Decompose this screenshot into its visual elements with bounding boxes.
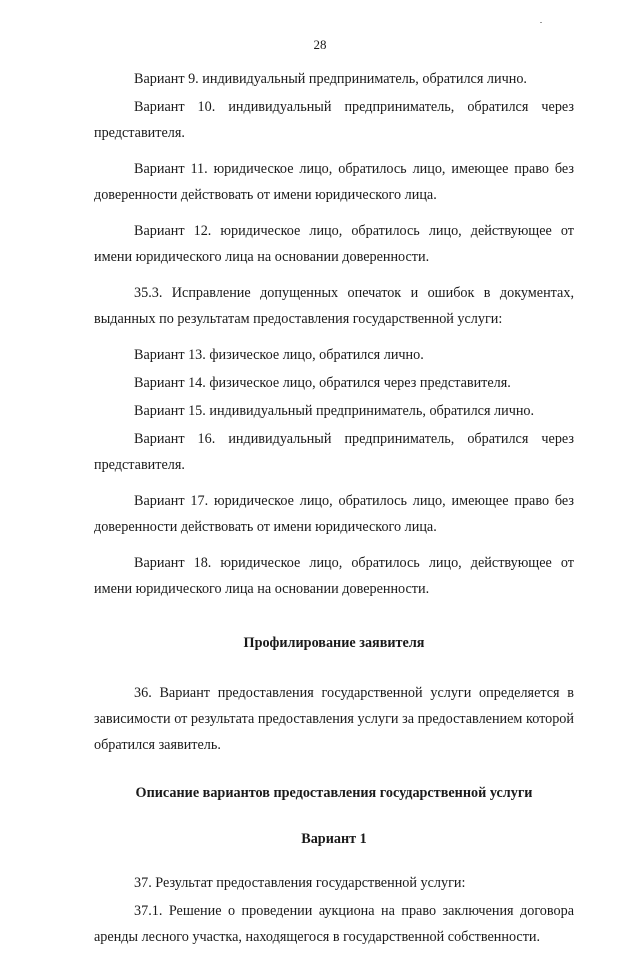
section-37-paragraph: 37. Результат предоставления государственной услуги: [134, 875, 466, 891]
variant-14-paragraph: Вариант 14. физическое лицо, обратился через представителя. [134, 375, 511, 391]
section-36-paragraph: 36. Вариант предоставления государственной услуги определяется в зависимости от результата предоставления услуги за предоставлением которой обратился заявитель. [94, 685, 574, 753]
variant-11-paragraph: Вариант 11. юридическое лицо, обратилось лицо, имеющее право без доверенности действовать от имени юридического лица. [94, 161, 574, 203]
variant-12-paragraph: Вариант 12. юридическое лицо, обратилось лицо, действующее от имени юридического лица на основании доверенности. [94, 223, 574, 265]
section-35-3-paragraph: 35.3. Исправление допущенных опечаток и ошибок в документах, выданных по результатам предоставления государственной услуги: [94, 285, 574, 327]
variant-17-paragraph: Вариант 17. юридическое лицо, обратилось лицо, имеющее право без доверенности действовать от имени юридического лица. [94, 493, 574, 535]
variant-18-paragraph: Вариант 18. юридическое лицо, обратилось лицо, действующее от имени юридического лица на основании доверенности. [94, 555, 574, 597]
scan-mark [540, 22, 542, 23]
variant-10-paragraph: Вариант 10. индивидуальный предприниматель, обратился через представителя. [94, 99, 574, 141]
variant-9-paragraph: Вариант 9. индивидуальный предприниматель, обратился лично. [134, 71, 527, 87]
section-37-1-paragraph: 37.1. Решение о проведении аукциона на право заключения договора аренды лесного участка, находящегося в государственной собственности. [94, 903, 574, 945]
variants-description-heading: Описание вариантов предоставления государственной услуги [135, 785, 533, 801]
profiling-heading: Профилирование заявителя [243, 635, 425, 651]
variant-13-paragraph: Вариант 13. физическое лицо, обратился лично. [134, 347, 424, 363]
variant-15-paragraph: Вариант 15. индивидуальный предприниматель, обратился лично. [134, 403, 535, 419]
variant-16-paragraph: Вариант 16. индивидуальный предприниматель, обратился через представителя. [94, 431, 574, 473]
variant-1-heading: Вариант 1 [301, 831, 367, 847]
document-body [94, 66, 574, 960]
page-number: 28 [313, 37, 327, 52]
